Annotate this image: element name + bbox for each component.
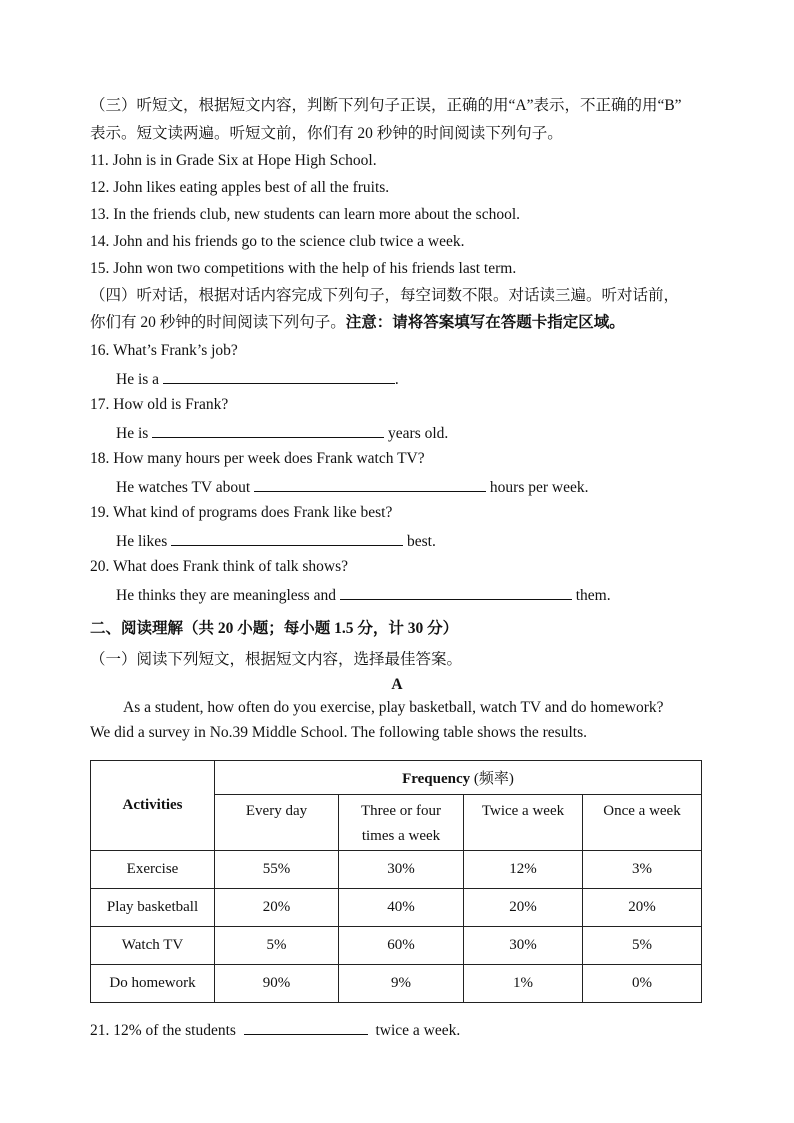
question-20: 20. What does Frank think of talk shows? (90, 558, 349, 575)
question-21-prefix: 21. 12% of the students (90, 1022, 236, 1039)
value-cell: 12% (464, 851, 583, 889)
passage-paragraph-line2: We did a survey in No.39 Middle School. The following table shows the results. (90, 724, 587, 741)
column-label: Three or four (361, 803, 441, 819)
value-cell: 20% (464, 889, 583, 927)
answer-16-suffix: . (394, 371, 399, 388)
activities-header: Activities (91, 761, 215, 851)
answer-19-blank[interactable] (171, 530, 403, 546)
passage-paragraph-line1: As a student, how often do you exercise, play basketball, watch TV and do homework? (123, 699, 664, 716)
answer-17-prefix: He is (116, 425, 149, 442)
statement-12: 12. John likes eating apples best of all the fruits. (90, 179, 390, 196)
question-21 (90, 1019, 460, 1041)
answer-16-blank[interactable] (163, 368, 395, 384)
answer-line-19 (116, 530, 436, 552)
section-3-instruction-line1: （三）听短文，根据短文内容，判断下列句子正误，正确的用“A”表示，不正确的用“B” (90, 97, 682, 114)
activity-cell: Watch TV (91, 927, 215, 965)
value-cell: 30% (464, 927, 583, 965)
answer-20-prefix: He thinks they are meaningless and (116, 587, 336, 604)
value-cell: 55% (215, 851, 339, 889)
answer-18-suffix: hours per week. (489, 479, 589, 496)
column-once-a-week (583, 795, 702, 851)
statement-15: 15. John won two competitions with the help of his friends last term. (90, 260, 517, 277)
answer-19-prefix: He likes (116, 533, 168, 550)
value-cell: 40% (339, 889, 464, 927)
table-row (91, 927, 702, 965)
frequency-header-en: Frequency (402, 771, 471, 787)
question-17: 17. How old is Frank? (90, 396, 229, 413)
frequency-header-cn: (频率) (473, 771, 514, 787)
section-4-instruction-line2 (90, 313, 625, 333)
column-every-day (215, 795, 339, 851)
activity-cell: Do homework (91, 965, 215, 1003)
value-cell: 1% (464, 965, 583, 1003)
answer-20-suffix: them. (575, 587, 611, 604)
value-cell: 5% (215, 927, 339, 965)
answer-line-20 (116, 584, 611, 606)
passage-label: A (391, 676, 403, 693)
section-4-note: 注意：请将答案填写在答题卡指定区域。 (345, 314, 625, 331)
section-3-instruction-line2: 表示。短文读两遍。听短文前，你们有 20 秒钟的时间阅读下列句子。 (90, 125, 563, 142)
value-cell: 20% (583, 889, 702, 927)
statement-13: 13. In the friends club, new students can learn more about the school. (90, 206, 521, 223)
part-2-heading: 二、阅读理解（共 20 小题；每小题 1.5 分，计 30 分） (90, 620, 459, 637)
frequency-header (215, 761, 702, 795)
answer-17-suffix: years old. (388, 425, 449, 442)
value-cell: 20% (215, 889, 339, 927)
answer-17-blank[interactable] (152, 422, 384, 438)
answer-line-18 (116, 476, 589, 498)
value-cell: 90% (215, 965, 339, 1003)
answer-16-prefix: He is a (116, 371, 160, 388)
column-label: Twice a week (481, 803, 565, 819)
value-cell: 0% (583, 965, 702, 1003)
table-row (91, 889, 702, 927)
section-4-instruction-line1: （四）听对话，根据对话内容完成下列句子，每空词数不限。对话读三遍。听对话前， (90, 287, 680, 304)
question-18: 18. How many hours per week does Frank watch TV? (90, 450, 425, 467)
value-cell: 3% (583, 851, 702, 889)
answer-18-blank[interactable] (254, 476, 486, 492)
column-label: Every day (245, 803, 308, 819)
statement-14: 14. John and his friends go to the science club twice a week. (90, 233, 465, 250)
column-label: Once a week (603, 803, 681, 819)
statement-11: 11. John is in Grade Six at Hope High School. (90, 152, 377, 169)
answer-line-17 (116, 422, 448, 444)
question-16: 16. What’s Frank’s job? (90, 342, 238, 359)
question-19: 19. What kind of programs does Frank like best? (90, 504, 393, 521)
value-cell: 5% (583, 927, 702, 965)
value-cell: 30% (339, 851, 464, 889)
table-row (91, 851, 702, 889)
column-twice-a-week (464, 795, 583, 851)
column-three-or-four (339, 795, 464, 851)
part-2-subheading: （一）阅读下列短文，根据短文内容，选择最佳答案。 (90, 651, 463, 668)
question-21-suffix: twice a week. (375, 1022, 461, 1039)
section-4-instruction-text: 你们有 20 秒钟的时间阅读下列句子。 (90, 314, 346, 331)
activity-cell: Exercise (91, 851, 215, 889)
value-cell: 60% (339, 927, 464, 965)
answer-19-suffix: best. (406, 533, 436, 550)
question-21-blank[interactable] (244, 1019, 368, 1035)
answer-20-blank[interactable] (340, 584, 572, 600)
frequency-table (90, 760, 702, 1003)
table-row (91, 965, 702, 1003)
activity-cell: Play basketball (91, 889, 215, 927)
column-label-line2: times a week (361, 828, 441, 844)
answer-line-16 (116, 368, 399, 390)
value-cell: 9% (339, 965, 464, 1003)
answer-18-prefix: He watches TV about (116, 479, 251, 496)
